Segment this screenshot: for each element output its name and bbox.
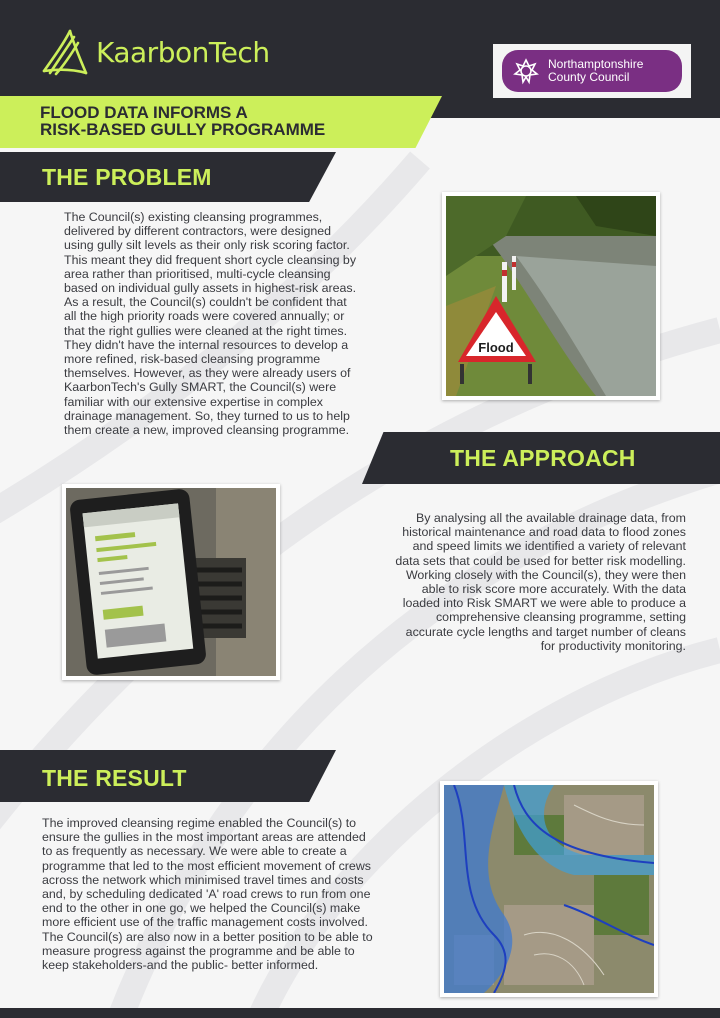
- result-text: [42, 816, 376, 972]
- rose-icon: [512, 57, 540, 85]
- flood-sign-text: Flood: [478, 340, 514, 355]
- council-badge: [502, 50, 682, 92]
- flood-road-photo: [442, 192, 660, 400]
- result-text-paragraph-1: The improved cleansing regime enabled the Council(s) to ensure the gullies in the most important areas are attended to as frequently as necessary. We were able to create a programme that led to the most efficient movement of crews across the network which minimised travel times and costs and, by scheduling dedicated 'A' road crews to run from one end to the other in one go, we helped the Council(s) make more efficient use of the traffic management costs involved.: [42, 816, 371, 930]
- brand-logo: [40, 24, 270, 80]
- page-title: [40, 104, 420, 138]
- tablet-gully-photo: [62, 484, 280, 680]
- council-logo: [493, 44, 691, 98]
- problem-heading: THE PROBLEM: [42, 164, 212, 190]
- flood-map-image: [440, 781, 658, 997]
- council-name-line2: County Council: [548, 70, 630, 84]
- council-name: [548, 58, 643, 84]
- footer-bar: [0, 1008, 720, 1018]
- kaarbontech-logo-icon: [40, 27, 88, 77]
- council-name-line1: Northamptonshire: [548, 57, 644, 71]
- brand-name: KaarbonTech: [96, 35, 270, 69]
- result-text-paragraph-2: The Council(s) are also now in a better position to be able to measure progress against the programme and be able to keep stakeholders-and the public- better informed.: [42, 929, 373, 973]
- page-title-line2: RISK-BASED GULLY PROGRAMME: [40, 120, 326, 139]
- problem-text: The Council(s) existing cleansing programmes, delivered by different contractors, were designed using gully silt levels as their only risk scoring factor. This meant they did frequent short cycle cleansing by area rather than prioritised, multi-cycle cleansing based on individual gully assets in highest-risk areas. As a result, the Council(s) couldn't be confident that all the high priority roads were covered annually; or that the right gullies were cleaned at the right times. They didn't have the internal resources to develop a more refined, risk-based cleansing programme themselves. However, as they were already users of KaarbonTech's Gully SMART, the Council(s) were familiar with our extensive expertise in complex drainage management. So, they turned to us to help them create a new, improved cleansing programme.: [64, 210, 357, 438]
- approach-heading: THE APPROACH: [450, 445, 636, 471]
- result-heading: THE RESULT: [42, 765, 187, 791]
- page-title-line1: FLOOD DATA INFORMS A: [40, 103, 248, 122]
- approach-text: By analysing all the available drainage data, from historical maintenance and road data to flood zones and speed limits we identified a variety of relevant data sets that could be used for better risk modelling. Working closely with the Council(s), they were then able to risk score more accurately. With the data loaded into Risk SMART we were able to produce a comprehensive cleansing programme, setting accurate cycle lengths and target number of cleans for productivity monitoring.: [395, 511, 686, 653]
